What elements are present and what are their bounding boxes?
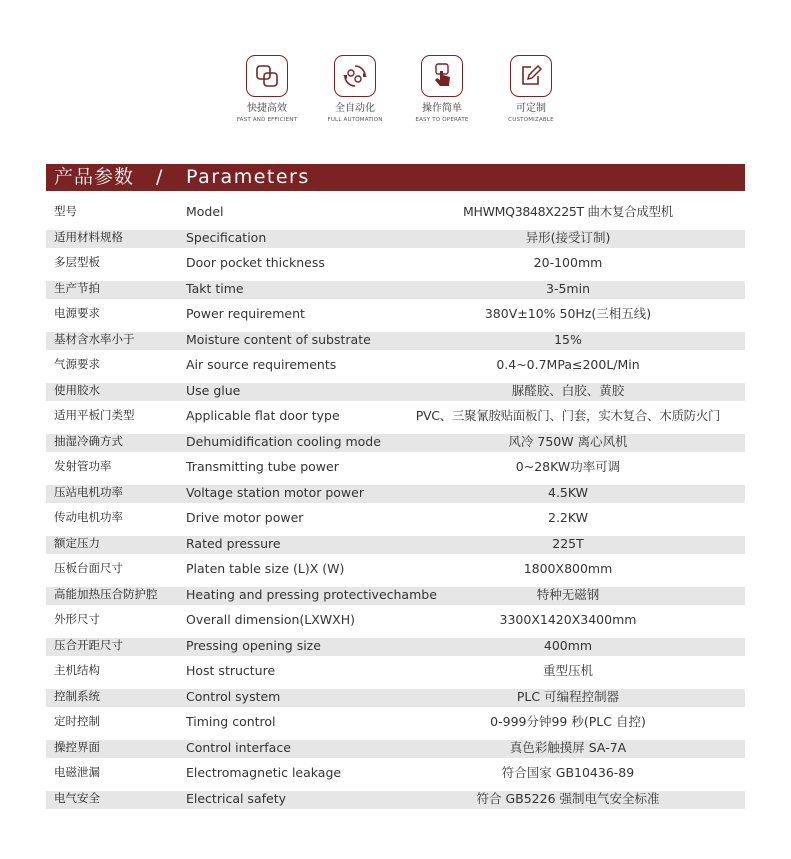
table-row [46, 582, 745, 608]
param-name-cn: 压合开距尺寸 [54, 637, 123, 652]
param-name-cn: 控制系统 [54, 688, 100, 703]
table-row [46, 480, 745, 506]
table-row [46, 735, 745, 761]
param-value: 3300X1420X3400mm [499, 612, 637, 627]
param-name-en: Heating and pressing protectivechambe [186, 586, 437, 602]
feature-label-en: FAST AND EFFICIENT [236, 117, 298, 123]
param-name-en: Electromagnetic leakage [186, 765, 342, 780]
param-name-en: Dehumidification cooling mode [186, 433, 381, 449]
feature-full-automation [305, 55, 405, 124]
param-name-cn: 操控界面 [54, 739, 100, 754]
table-row [46, 531, 745, 557]
feature-label-cn: 可定制 [516, 103, 546, 114]
edit-pen-icon [510, 55, 552, 97]
param-name-en: Control interface [186, 739, 291, 755]
feature-fast-efficient [217, 55, 317, 124]
param-value: 0.4~0.7MPa≤200L/Min [496, 357, 640, 372]
table-row [46, 709, 745, 735]
param-value: 380V±10% 50Hz(三相五线) [484, 306, 652, 321]
table-row [46, 199, 745, 225]
param-name-cn: 电源要求 [54, 306, 100, 320]
param-value: 400mm [543, 637, 593, 653]
table-row [46, 301, 745, 327]
param-name-cn: 电磁泄漏 [54, 765, 100, 779]
table-row [46, 352, 745, 378]
feature-label-cn: 快捷高效 [247, 103, 287, 114]
table-row [46, 760, 745, 786]
table-row [46, 556, 745, 582]
param-value: 0-999分钟99 秒(PLC 自控) [490, 714, 646, 729]
param-name-en: Model [186, 204, 224, 219]
table-row [46, 633, 745, 659]
param-name-en: Specification [186, 229, 267, 245]
table-row [46, 327, 745, 353]
table-row [46, 505, 745, 531]
param-name-cn: 电气安全 [54, 790, 100, 805]
param-value: 1800X800mm [523, 561, 613, 576]
param-name-cn: 气源要求 [54, 357, 100, 371]
table-row [46, 684, 745, 710]
header-separator: / [156, 166, 163, 188]
table-row [46, 658, 745, 684]
feature-icons-row [0, 55, 791, 140]
param-name-cn: 多层型板 [54, 255, 100, 269]
param-value: 2.2KW [548, 510, 588, 525]
feature-label-cn: 操作简单 [422, 103, 462, 114]
param-value: 0~28KW功率可调 [515, 459, 621, 474]
param-name-cn: 生产节拍 [54, 280, 100, 295]
param-name-en: Platen table size (L)X (W) [186, 561, 345, 576]
hand-touch-icon [421, 55, 463, 97]
param-name-cn: 额定压力 [54, 535, 100, 550]
feature-label-cn: 全自动化 [335, 103, 375, 114]
param-value: PVC、三聚氰胺贴面板门、门套，实木复合、木质防火门 [415, 408, 721, 423]
param-value: 重型压机 [542, 663, 593, 678]
param-name-cn: 基材含水率小于 [54, 331, 135, 346]
param-value: 特种无磁钢 [536, 586, 600, 602]
feature-label-en: EASY TO OPERATE [415, 117, 469, 123]
feature-label-en: CUSTOMIZABLE [508, 117, 554, 123]
table-row [46, 454, 745, 480]
param-name-en: Control system [186, 688, 281, 704]
param-value: 225T [552, 535, 584, 551]
param-name-cn: 定时控制 [54, 714, 100, 728]
param-name-en: Voltage station motor power [186, 484, 364, 500]
table-row [46, 378, 745, 404]
param-name-cn: 传动电机功率 [54, 510, 123, 524]
table-row [46, 429, 745, 455]
header-title-en: Parameters [186, 166, 310, 188]
param-name-en: Transmitting tube power [186, 459, 339, 474]
overlapping-squares-icon [246, 55, 288, 97]
param-value: 符合 GB5226 强制电气安全标准 [476, 790, 660, 806]
table-row [46, 607, 745, 633]
param-name-en: Use glue [186, 382, 241, 398]
param-name-en: Rated pressure [186, 535, 281, 551]
param-name-en: Pressing opening size [186, 637, 321, 653]
table-row [46, 276, 745, 302]
param-value: 异形(接受订制) [525, 229, 611, 245]
param-name-cn: 压板台面尺寸 [54, 561, 123, 575]
table-row [46, 250, 745, 276]
param-name-en: Electrical safety [186, 790, 286, 806]
feature-label-en: FULL AUTOMATION [327, 117, 383, 123]
param-name-cn: 压站电机功率 [54, 484, 123, 499]
parameters-table [46, 199, 745, 811]
table-row [46, 786, 745, 812]
param-name-en: Timing control [186, 714, 276, 729]
param-value: 20-100mm [533, 255, 603, 270]
param-value: MHWMQ3848X225T 曲木复合成型机 [463, 204, 673, 219]
table-row [46, 403, 745, 429]
param-name-cn: 主机结构 [54, 663, 100, 677]
param-name-cn: 高能加热压合防护腔 [54, 586, 158, 601]
param-name-en: Power requirement [186, 306, 305, 321]
param-name-cn: 使用胶水 [54, 382, 100, 397]
param-name-en: Air source requirements [186, 357, 337, 372]
param-name-en: Door pocket thickness [186, 255, 325, 270]
param-name-en: Host structure [186, 663, 276, 678]
param-value: 脲醛胶、白胶、黄胶 [511, 382, 625, 398]
param-value: PLC 可编程控制器 [516, 688, 620, 704]
param-name-cn: 外形尺寸 [54, 612, 100, 626]
gears-automation-icon [334, 55, 376, 97]
header-title-cn: 产品参数 [54, 166, 135, 188]
feature-easy-operate [392, 55, 492, 124]
param-name-en: Moisture content of substrate [186, 331, 371, 347]
param-name-en: Applicable flat door type [186, 408, 340, 423]
feature-customizable [481, 55, 581, 124]
table-row [46, 225, 745, 251]
param-name-cn: 发射管功率 [54, 459, 112, 473]
param-name-cn: 适用材料规格 [54, 229, 123, 244]
param-value: 真色彩触摸屏 SA-7A [509, 739, 627, 755]
param-value: 15% [554, 331, 582, 347]
param-value: 3-5min [546, 280, 590, 296]
param-name-cn: 抽湿冷确方式 [54, 433, 123, 448]
parameters-header [46, 164, 745, 191]
param-name-cn: 型号 [54, 204, 77, 218]
param-value: 风冷 750W 离心风机 [508, 433, 628, 449]
param-value: 4.5KW [548, 484, 588, 500]
param-name-en: Drive motor power [186, 510, 304, 525]
param-name-en: Overall dimension(LXWXH) [186, 612, 356, 627]
param-value: 符合国家 GB10436-89 [501, 765, 635, 780]
param-name-en: Takt time [186, 280, 244, 296]
param-name-cn: 适用平板门类型 [54, 408, 135, 422]
